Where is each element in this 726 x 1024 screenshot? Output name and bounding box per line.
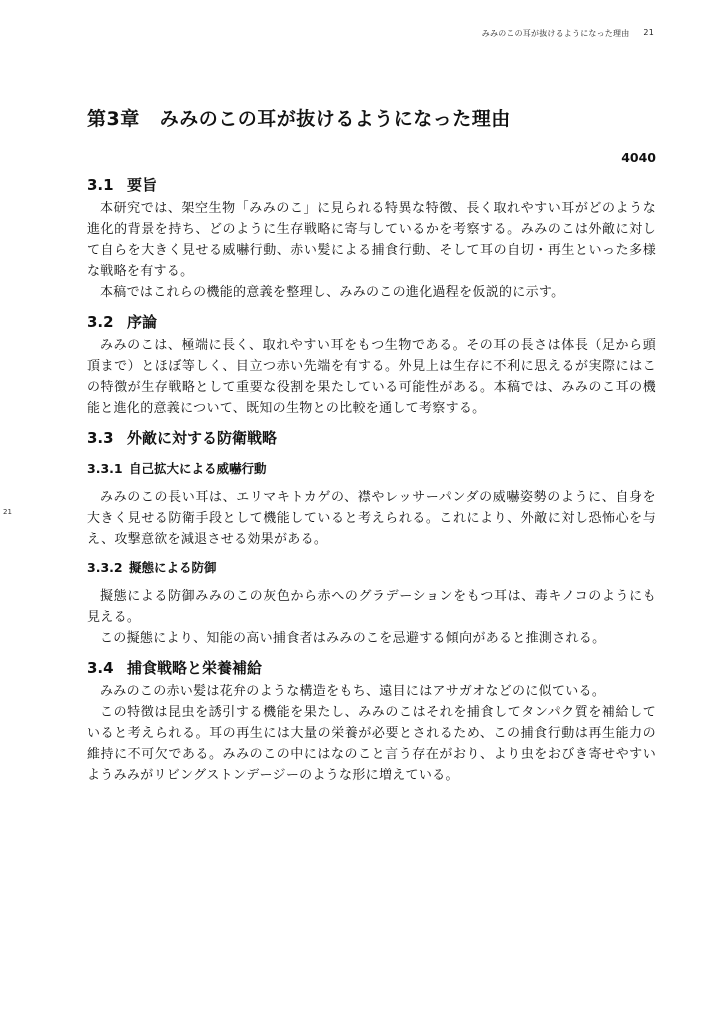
paragraph: みみのこの長い耳は、エリマキトカゲの、襟やレッサーパンダの威嚇姿勢のように、自身を大きく見せる防衛手段として機能していると考えられる。これにより、外敵に対し恐怖心を与え、攻撃意欲を減退させる効果がある。 [87, 490, 656, 547]
page-content [87, 105, 656, 786]
section-introduction [87, 309, 656, 419]
section-predation-strategy [87, 655, 656, 786]
paragraph: みみのこの赤い髪は花弁のような構造をもち、遠目にはアサガオなどのに似ている。 [100, 684, 606, 699]
section-title: 外敵に対する防衛戦略 [127, 429, 278, 447]
subsection-number: 3.3.2 [87, 560, 123, 575]
chapter-title [87, 105, 656, 137]
paragraph: みみのこは、極端に長く、取れやすい耳をもつ生物である。その耳の長さは体長（足から頭頂まで）とほぼ等しく、目立つ赤い先端を有する。外見上は生存に不利に思えるが実際にはこの特徴が生存戦略として重要な役割を果たしている可能性がある。本稿では、みみのこ耳の機能と進化的意義について、既知の生物との比較を通して考察する。 [87, 338, 656, 416]
subsection-title: 擬態による防御 [129, 560, 217, 575]
section-heading [87, 425, 656, 451]
subsection-heading [87, 457, 656, 481]
chapter-title-text: みみのこの耳が抜けるようになった理由 [159, 108, 511, 130]
page-number: 21 [643, 28, 654, 37]
section-number: 3.1 [87, 176, 114, 194]
margin-line-number: 21 [3, 508, 12, 516]
running-header [482, 28, 654, 39]
section-heading [87, 309, 656, 335]
paragraph: この特徴は昆虫を誘引する機能を果たし、みみのこはそれを捕食してタンパク質を補給していると考えられる。耳の再生には大量の栄養が必要とされるため、この捕食行動は再生能力の維持に不可欠である。みみのこの中にはなのこと言う存在がおり、より虫をおびき寄せやすいようみみがリビングストンデージーのような形に増えている。 [87, 705, 656, 783]
section-heading [87, 172, 656, 198]
section-number: 3.2 [87, 313, 114, 331]
paragraph: 本研究では、架空生物「みみのこ」に見られる特異な特徴、長く取れやすい耳がどのような進化的背景を持ち、どのように生存戦略に寄与しているかを考察する。みみのこは外敵に対して自らを大きく見せる威嚇行動、赤い髪による捕食行動、そして耳の自切・再生といった多様な戦略を有する。 [87, 201, 656, 279]
paragraph: 擬態による防御みみのこの灰色から赤へのグラデーションをもつ耳は、毒キノコのようにも見える。 [87, 589, 656, 625]
section-number: 3.3 [87, 429, 114, 447]
section-defense-strategy [87, 425, 656, 649]
author: 4040 [621, 150, 656, 165]
section-title: 捕食戦略と栄養補給 [127, 659, 263, 677]
subsection-number: 3.3.1 [87, 461, 123, 476]
section-title: 要旨 [127, 176, 158, 194]
paragraph: この擬態により、知能の高い捕食者はみみのこを忌避する傾向があると推測される。 [100, 631, 606, 646]
section-number: 3.4 [87, 659, 114, 677]
section-title: 序論 [127, 313, 158, 331]
running-title: みみのこの耳が抜けるようになった理由 [481, 29, 630, 38]
subsection-heading [87, 556, 656, 580]
chapter-number: 第3章 [87, 108, 140, 130]
section-summary [87, 172, 656, 303]
section-heading [87, 655, 656, 681]
paragraph: 本稿ではこれらの機能的意義を整理し、みみのこの進化過程を仮説的に示す。 [100, 285, 565, 300]
subsection-title: 自己拡大による威嚇行動 [129, 461, 267, 476]
